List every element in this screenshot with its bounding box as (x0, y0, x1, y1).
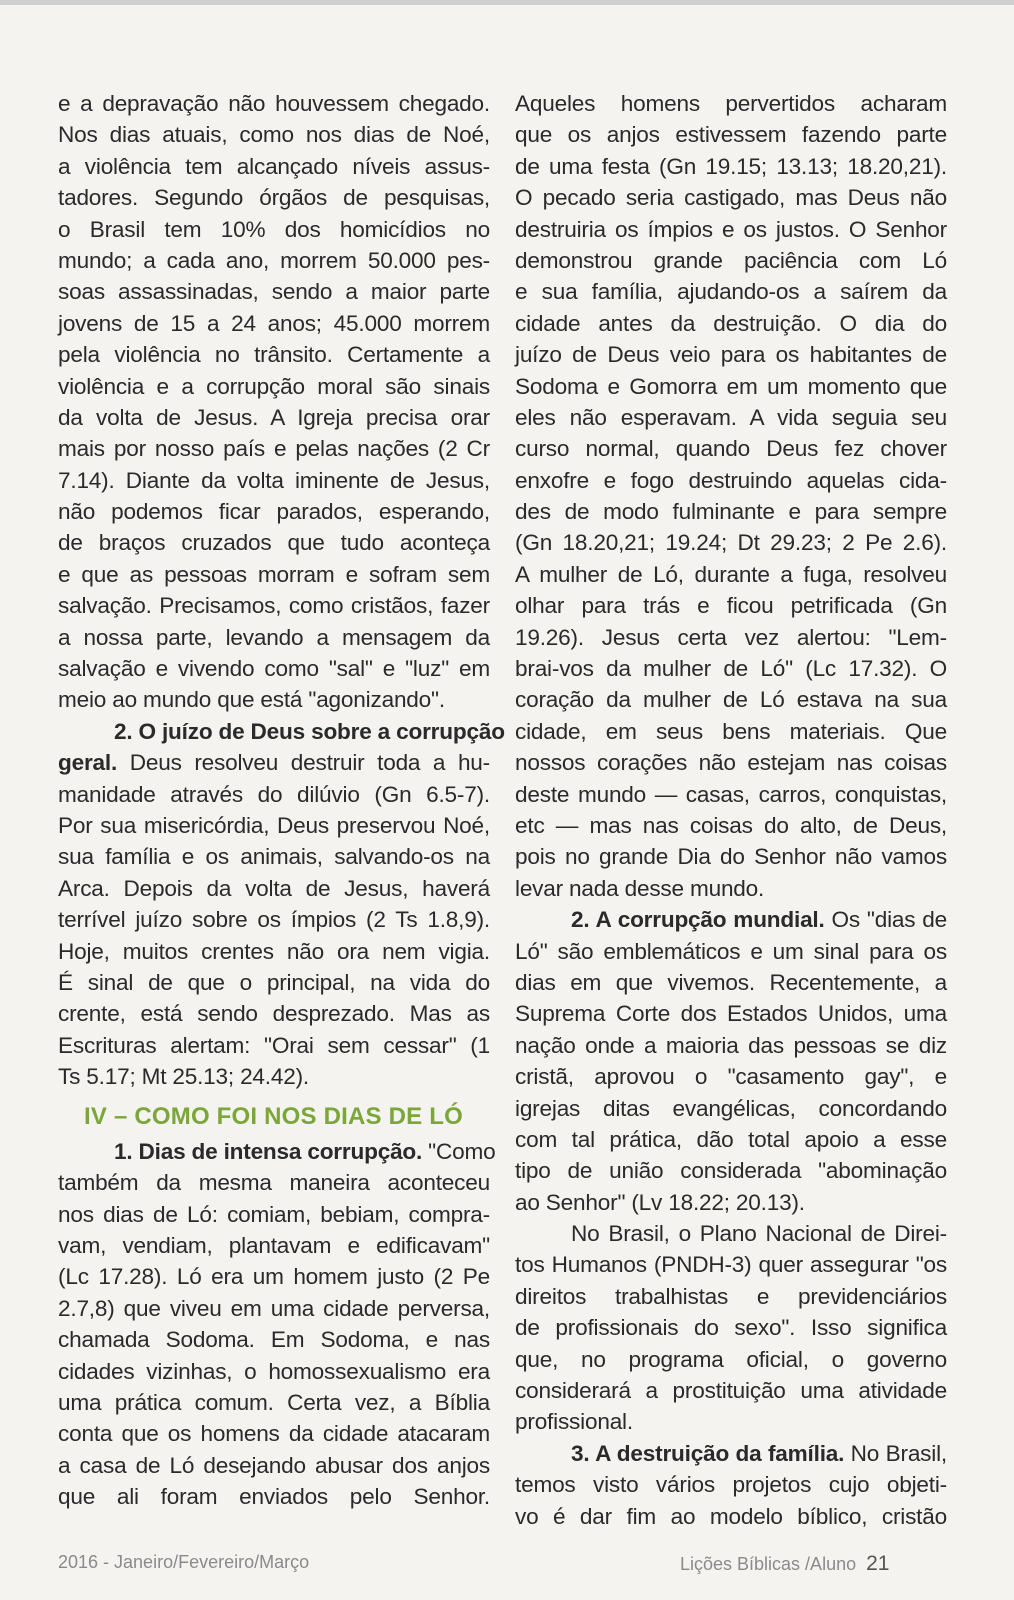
text-line: igrejas ditas evangélicas, concordando (515, 1095, 947, 1121)
subheading-family: 3. A destruição da família. (571, 1440, 845, 1466)
text-line: 19.26). Jesus certa vez alertou: "Lem- (515, 624, 947, 650)
footer-title: Lições Bíblicas /Aluno (680, 1554, 857, 1574)
text-line: brai-vos da mulher de Ló" (Lc 17.32). O (515, 656, 947, 682)
text-line: Hoje, muitos crentes não ora nem vigia. (58, 938, 490, 964)
text-line: 7.14). Diante da volta iminente de Jesus, (58, 467, 490, 493)
text-line: deste mundo — casas, carros, conquistas, (515, 781, 947, 807)
text-line: não podemos ficar parados, esperando, (58, 499, 490, 525)
text-line: A mulher de Ló, durante a fuga, resolveu (515, 561, 947, 587)
text-line: crente, está sendo desprezado. Mas as (58, 1001, 490, 1027)
footer-date: 2016 - Janeiro/Fevereiro/Março (58, 1552, 310, 1572)
text-line: profissional. (515, 1409, 633, 1435)
paragraph-sodom (515, 88, 947, 904)
paragraph-world-corruption (515, 904, 947, 1218)
text-line (58, 1136, 496, 1167)
text-line: o Brasil tem 10% dos homicídios no (58, 216, 490, 242)
text-line: cidade antes da destruição. O dia do (515, 310, 947, 336)
text-line (58, 747, 490, 778)
subheading-judgment: 2. O juízo de Deus sobre a corrupção (114, 718, 505, 744)
text-line: eles não esperavam. A vida seguia seu (515, 404, 947, 430)
text-line: direitos trabalhistas e previdenciários (515, 1283, 947, 1309)
text-line: pois no grande Dia do Senhor não vamos (515, 844, 947, 870)
text-line: 2.7,8) que viveu em uma cidade perversa, (58, 1295, 490, 1321)
text-line: da volta de Jesus. A Igreja precisa orar (58, 404, 490, 430)
text-line: a nossa parte, levando a mensagem da (58, 624, 490, 650)
page-top-edge (0, 0, 1014, 5)
text-line: chamada Sodoma. Em Sodoma, e nas (58, 1327, 490, 1353)
text-line: mais por nosso país e pelas nações (2 Cr (58, 436, 490, 462)
text-line: uma prática comum. Certa vez, a Bíblia (58, 1390, 490, 1416)
text-line: jovens de 15 a 24 anos; 45.000 morrem (58, 310, 490, 336)
text-line: sua família e os animais, salvando-os na (58, 844, 490, 870)
text-line: tadores. Segundo órgãos de pesquisas, (58, 185, 490, 211)
text-line: Ló" são emblemáticos e um sinal para os (515, 938, 947, 964)
paragraph-judgment (58, 716, 505, 1093)
text-line: de braços cruzados que tudo aconteça (58, 530, 490, 556)
text-line: etc — mas nas coisas do alto, de Deus, (515, 812, 947, 838)
text-line: Ts 5.17; Mt 25.13; 24.42). (58, 1064, 310, 1090)
text-line: salvação. Precisamos, como cristãos, fazer (58, 593, 490, 619)
text-line: Aqueles homens pervertidos acharam (515, 91, 947, 116)
text-line: curso normal, quando Deus fez chover (515, 436, 947, 462)
footer-publication (680, 1552, 889, 1576)
text-line: tipo de união considerada "abominação (515, 1158, 947, 1184)
text-line: temos visto vários projetos cujo objeti- (515, 1472, 947, 1498)
page-number: 21 (866, 1552, 890, 1575)
text-line: (Gn 18.20,21; 19.24; Dt 29.23; 2 Pe 2.6). (515, 530, 947, 556)
subheading-world-corruption: 2. A corrupção mundial. (571, 907, 825, 933)
text-line: nos dias de Ló: comiam, bebiam, compra- (58, 1201, 490, 1227)
text-span: Deus resolveu destruir toda a hu- (117, 750, 490, 776)
text-line: com tal prática, dão total apoio a esse (515, 1126, 947, 1152)
text-line: levar nada desse mundo. (515, 875, 765, 901)
text-line: a casa de Ló desejando abusar dos anjos (58, 1452, 490, 1478)
text-line: Arca. Depois da volta de Jesus, haverá (58, 875, 490, 901)
text-line: vam, vendiam, plantavam e edificavam" (58, 1233, 490, 1259)
text-line: de uma festa (Gn 19.15; 13.13; 18.20,21). (515, 153, 947, 179)
text-line: e a depravação não houvessem chegado. (58, 91, 490, 116)
left-column (58, 88, 505, 1513)
subheading-judgment-cont: geral. (58, 750, 118, 776)
text-line: (Lc 17.28). Ló era um homem justo (2 Pe (58, 1264, 490, 1290)
text-line: tos Humanos (PNDH-3) quer assegurar "os (515, 1252, 947, 1278)
text-line: e que as pessoas morram e sofram sem (58, 561, 490, 587)
subheading-corruption: 1. Dias de intensa corrupção. (114, 1138, 423, 1164)
text-line: des de modo fulminante e para sempre (515, 499, 947, 525)
text-line: considerará a prostituição uma atividade (515, 1378, 947, 1404)
text-line: meio ao mundo que está "agonizando". (58, 687, 445, 713)
text-line: coração da mulher de Ló estava na sua (515, 687, 947, 713)
text-line (515, 1438, 947, 1469)
text-line: que ali foram enviados pelo Senhor. (58, 1484, 490, 1510)
text-span: Os "dias de (824, 907, 947, 933)
text-line: de profissionais do sexo". Isso significa (515, 1315, 947, 1341)
text-line: Escrituras alertam: "Orai sem cessar" (1 (58, 1032, 490, 1058)
text-line: manidade através do dilúvio (Gn 6.5-7). (58, 781, 490, 807)
text-line: ao Senhor" (Lv 18.22; 20.13). (515, 1189, 805, 1215)
right-column (515, 88, 947, 1532)
paragraph-family (515, 1438, 947, 1532)
text-line (515, 904, 947, 935)
text-line: violência e a corrupção moral são sinais (58, 373, 490, 399)
text-line: Nos dias atuais, como nos dias de Noé, (58, 122, 490, 148)
text-line: É sinal de que o principal, na vida do (58, 969, 490, 995)
text-line: a violência tem alcançado níveis assus- (58, 153, 490, 179)
text-line: O pecado seria castigado, mas Deus não (515, 185, 947, 211)
text-line: terrível juízo sobre os ímpios (2 Ts 1.8,9). (58, 907, 490, 933)
text-line: nossos corações não estejam nas coisas (515, 750, 947, 776)
text-line: salvação e vivendo como "sal" e "luz" em (58, 656, 490, 682)
section-heading: IV – COMO FOI NOS DIAS DE LÓ (84, 1102, 463, 1130)
paragraph-pndh (515, 1218, 947, 1438)
text-line: também da mesma maneira aconteceu (58, 1170, 490, 1196)
paragraph-days-of-lot (58, 1136, 496, 1513)
text-line: No Brasil, o Plano Nacional de Direi- (571, 1221, 947, 1247)
text-line: demonstrou grande paciência com Ló (515, 247, 947, 273)
text-line: Suprema Corte dos Estados Unidos, uma (515, 1001, 947, 1027)
text-span: No Brasil, (844, 1440, 947, 1466)
text-line: soas assassinadas, sendo a maior parte (58, 279, 490, 305)
text-line: que os anjos estivessem fazendo parte (515, 122, 947, 148)
text-line: mundo; a cada ano, morrem 50.000 pes- (58, 247, 490, 273)
text-line: pela violência no trânsito. Certamente a (58, 342, 490, 368)
text-line: cristã, aprovou o "casamento gay", e (515, 1064, 947, 1090)
text-line: enxofre e fogo destruindo aquelas cida- (515, 467, 947, 493)
text-line: cidades vizinhas, o homossexualismo era (58, 1358, 490, 1384)
text-line: vo é dar fim ao modelo bíblico, cristão (515, 1503, 947, 1529)
text-line: Por sua misericórdia, Deus preservou Noé, (58, 812, 490, 838)
text-line: e sua família, ajudando-os a saírem da (515, 279, 947, 305)
text-line: Sodoma e Gomorra em um momento que (515, 373, 947, 399)
text-line: juízo de Deus veio para os habitantes de (515, 342, 947, 368)
text-line: cidade, em seus bens materiais. Que (515, 718, 947, 744)
text-line: conta que os homens da cidade atacaram (58, 1421, 490, 1447)
text-line: que, no programa oficial, o governo (515, 1346, 947, 1372)
text-line: destruiria os ímpios e os justos. O Senhor (515, 216, 947, 242)
text-line: olhar para trás e ficou petrificada (Gn (515, 593, 947, 619)
paragraph-violence (58, 88, 490, 716)
text-line: dias em que vivemos. Recentemente, a (515, 969, 947, 995)
text-span: "Como (422, 1138, 496, 1164)
text-line: nação onde a maioria das pessoas se diz (515, 1032, 947, 1058)
